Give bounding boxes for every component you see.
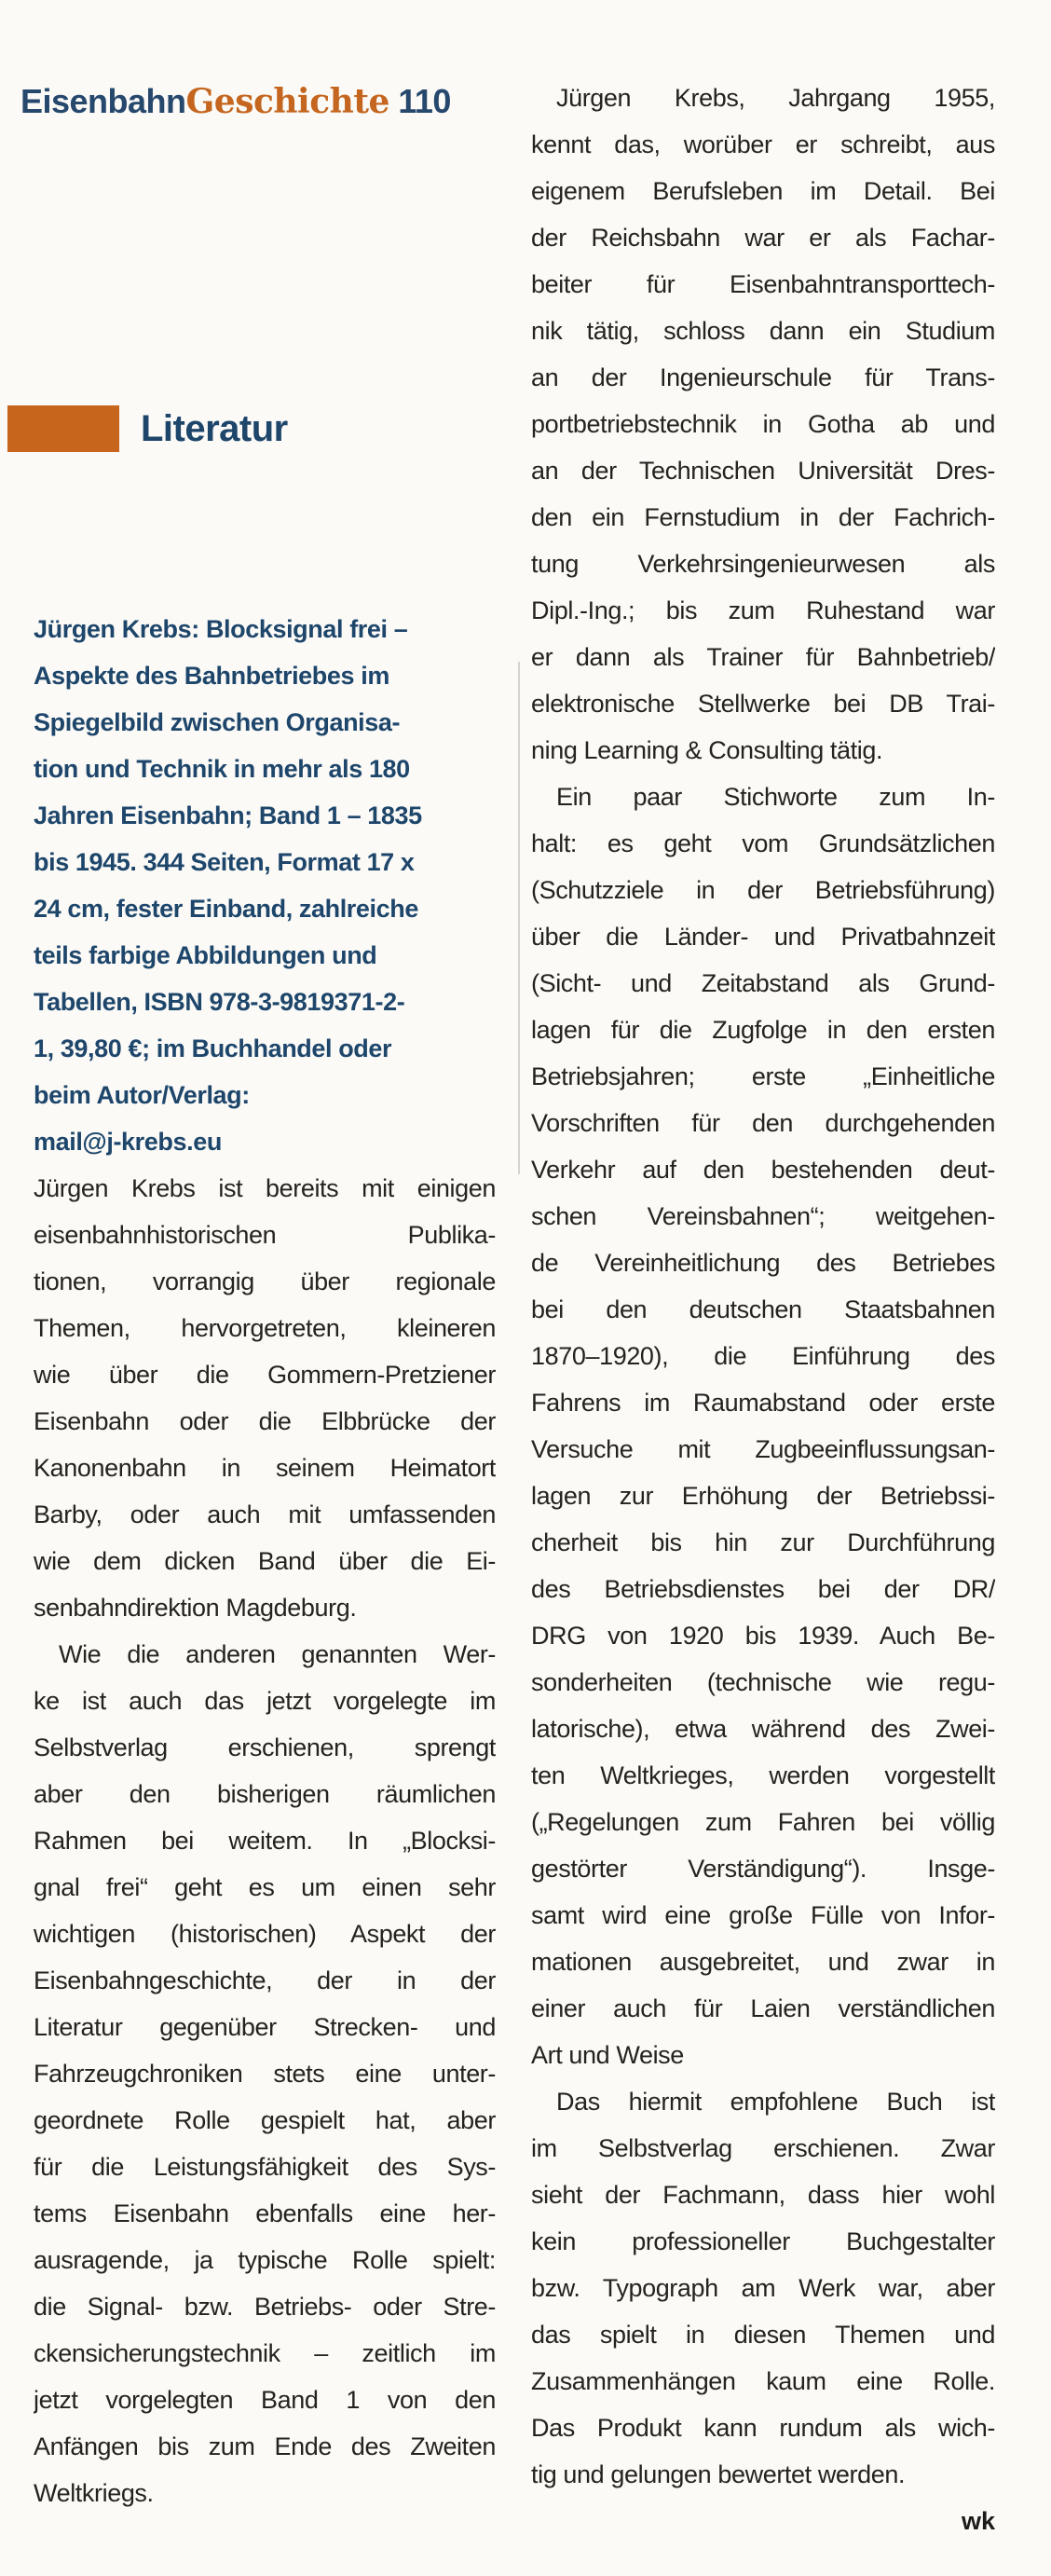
text-line: das spielt in diesen Themen und <box>531 2321 995 2349</box>
text-line: Zusammenhängen kaum eine Rolle. <box>531 2367 995 2395</box>
text-line: beim Autor/Verlag: <box>34 1081 250 1109</box>
text-line: Barby, oder auch mit umfassenden <box>34 1500 496 1528</box>
text-line: an der Technischen Universität Dres- <box>531 457 995 485</box>
text-line: sieht der Fachmann, dass hier wohl <box>531 2181 995 2209</box>
text-line: lagen zur Erhöhung der Betriebssi- <box>531 1482 995 1510</box>
text-line: geordnete Rolle gespielt hat, aber <box>34 2106 496 2134</box>
text-line: mail@j-krebs.eu <box>34 1128 222 1156</box>
text-line: Das hiermit empfohlene Buch ist <box>556 2088 995 2116</box>
text-line: teils farbige Abbildungen und <box>34 941 377 969</box>
text-line: ten Weltkrieges, werden vorgestellt <box>531 1761 995 1789</box>
text-line: tung Verkehrsingenieurwesen als <box>531 550 995 578</box>
text-line: (Schutzziele in der Betriebsführung) <box>531 876 995 904</box>
text-line: Kanonenbahn in seinem Heimatort <box>34 1454 496 1482</box>
text-line: lagen für die Zugfolge in den ersten <box>531 1016 995 1044</box>
paragraph <box>531 774 995 2078</box>
masthead-brand-part2: Geschichte <box>185 82 389 121</box>
text-line: latorische), etwa während des Zwei- <box>531 1715 995 1743</box>
text-line: beiter für Eisenbahntransporttech- <box>531 270 995 298</box>
text-line: 1870–1920), die Einführung des <box>531 1342 995 1370</box>
text-line: wie über die Gommern-Pretziener <box>34 1361 496 1389</box>
text-line: Betriebsjahren; erste „Einheitliche <box>531 1062 995 1090</box>
text-line: Eisenbahn oder die Elbbrücke der <box>34 1407 496 1435</box>
text-line: Jürgen Krebs: Blocksignal frei – <box>34 615 408 643</box>
text-line: Spiegelbild zwischen Organisa- <box>34 708 401 736</box>
text-line: eisenbahnhistorischen Publika- <box>34 1221 496 1249</box>
text-line: gestörter Verständigung“). Insge- <box>531 1855 995 1883</box>
reviewer-signature: wk <box>961 2507 995 2535</box>
text-line: tionen, vorrangig über regionale <box>34 1267 496 1295</box>
text-line: Vorschriften für den durchgehenden <box>531 1109 995 1137</box>
section-marker-block <box>7 405 119 452</box>
text-line: schen Vereinsbahnen“; weitgehen- <box>531 1202 995 1230</box>
section-title: Literatur <box>141 408 288 449</box>
text-line: Themen, hervorgetreten, kleineren <box>34 1314 496 1342</box>
paragraph <box>34 1165 496 1631</box>
text-line: für die Leistungsfähigkeit des Sys- <box>34 2153 496 2181</box>
masthead-issue-number: 110 <box>389 82 451 120</box>
text-line: Fahrzeugchroniken stets eine unter- <box>34 2060 496 2088</box>
text-line: Eisenbahngeschichte, der in der <box>34 1966 496 1994</box>
text-line: tion und Technik in mehr als 180 <box>34 755 410 783</box>
text-line: Jürgen Krebs ist bereits mit einigen <box>34 1174 496 1202</box>
text-line: Ein paar Stichworte zum In- <box>556 783 995 811</box>
text-line: de Vereinheitlichung des Betriebes <box>531 1249 995 1277</box>
text-line: einer auch für Laien verständlichen <box>531 1994 995 2022</box>
left-column <box>34 606 496 2516</box>
text-line: an der Ingenieurschule für Trans- <box>531 363 995 391</box>
text-line: Literatur gegenüber Strecken- und <box>34 2013 496 2041</box>
text-line: („Regelungen zum Fahren bei völlig <box>531 1808 995 1836</box>
text-line: Anfängen bis zum Ende des Zweiten <box>34 2432 496 2460</box>
text-line: des Betriebsdienstes bei der DR/ <box>531 1575 995 1603</box>
left-column-body <box>34 1165 496 2516</box>
text-line: portbetriebstechnik in Gotha ab und <box>531 410 995 438</box>
right-column-body <box>531 75 995 2498</box>
text-line: sonderheiten (technische wie regu- <box>531 1668 995 1696</box>
text-line: ausragende, ja typische Rolle spielt: <box>34 2246 496 2274</box>
text-line: Wie die anderen genannten Wer- <box>59 1640 496 1668</box>
text-line: Versuche mit Zugbeeinflussungsan- <box>531 1435 995 1463</box>
text-line: nik tätig, schloss dann ein Studium <box>531 317 995 345</box>
text-line: halt: es geht vom Grundsätzlichen <box>531 829 995 857</box>
text-line: Verkehr auf den bestehenden deut- <box>531 1156 995 1184</box>
text-line: ke ist auch das jetzt vorgelegte im <box>34 1687 496 1715</box>
text-line: tems Eisenbahn ebenfalls eine her- <box>34 2199 496 2227</box>
masthead-brand-part1: Eisenbahn <box>20 82 186 120</box>
text-line: Fahrens im Raumabstand oder erste <box>531 1389 995 1417</box>
text-line: wichtigen (historischen) Aspekt der <box>34 1920 496 1948</box>
text-line: Aspekte des Bahnbetriebes im <box>34 662 389 690</box>
text-line: Jahren Eisenbahn; Band 1 – 1835 <box>34 802 422 829</box>
text-line: Selbstverlag erschienen, sprengt <box>34 1733 496 1761</box>
text-line: kennt das, worüber er schreibt, aus <box>531 130 995 158</box>
text-line: (Sicht- und Zeitabstand als Grund- <box>531 969 995 997</box>
text-line: jetzt vorgelegten Band 1 von den <box>34 2386 496 2414</box>
text-line: samt wird eine große Fülle von Infor- <box>531 1901 995 1929</box>
text-line: er dann als Trainer für Bahnbetrieb/ <box>531 643 995 671</box>
book-info-block <box>34 606 496 1165</box>
text-line: eigenem Berufsleben im Detail. Bei <box>531 177 995 205</box>
text-line: kein professioneller Buchgestalter <box>531 2227 995 2255</box>
text-line: 24 cm, fester Einband, zahlreiche <box>34 895 418 923</box>
text-line: der Reichsbahn war er als Fachar- <box>531 224 995 252</box>
text-line: Weltkriegs. <box>34 2479 154 2507</box>
text-line: über die Länder- und Privatbahnzeit <box>531 923 995 951</box>
text-line: die Signal- bzw. Betriebs- oder Stre- <box>34 2293 496 2321</box>
text-line: bzw. Typograph am Werk war, aber <box>531 2274 995 2302</box>
text-line: den ein Fernstudium in der Fachrich- <box>531 503 995 531</box>
text-line: elektronische Stellwerke bei DB Trai- <box>531 690 995 718</box>
text-line: DRG von 1920 bis 1939. Auch Be- <box>531 1622 995 1650</box>
text-line: cherheit bis hin zur Durchführung <box>531 1528 995 1556</box>
text-line: Tabellen, ISBN 978-3-9819371-2- <box>34 988 405 1016</box>
text-line: Das Produkt kann rundum als wich- <box>531 2414 995 2442</box>
text-line: Jürgen Krebs, Jahrgang 1955, <box>556 84 995 112</box>
magazine-masthead <box>20 82 451 121</box>
paragraph <box>531 75 995 774</box>
text-line: mationen ausgebreitet, und zwar in <box>531 1948 995 1976</box>
text-line: senbahndirektion Magdeburg. <box>34 1594 357 1622</box>
text-line: Rahmen bei weitem. In „Blocksi- <box>34 1827 496 1855</box>
text-line: aber den bisherigen räumlichen <box>34 1780 496 1808</box>
right-column <box>531 75 995 2544</box>
text-line: ning Learning & Consulting tätig. <box>531 736 883 764</box>
text-line: Dipl.-Ing.; bis zum Ruhestand war <box>531 596 995 624</box>
text-line: gnal frei“ geht es um einen sehr <box>34 1873 496 1901</box>
text-line: bis 1945. 344 Seiten, Format 17 x <box>34 848 415 876</box>
text-line: 1, 39,80 €; im Buchhandel oder <box>34 1035 392 1062</box>
paragraph <box>531 2078 995 2498</box>
text-line: ckensicherungstechnik – zeitlich im <box>34 2339 496 2367</box>
text-line: im Selbstverlag erschienen. Zwar <box>531 2134 995 2162</box>
scan-gutter-artifact <box>518 662 520 1174</box>
section-header <box>7 405 288 452</box>
text-line: tig und gelungen bewertet werden. <box>531 2460 906 2488</box>
text-line: Art und Weise <box>531 2041 684 2069</box>
paragraph <box>34 1631 496 2516</box>
text-line: bei den deutschen Staatsbahnen <box>531 1295 995 1323</box>
text-line: wie dem dicken Band über die Ei- <box>34 1547 496 1575</box>
